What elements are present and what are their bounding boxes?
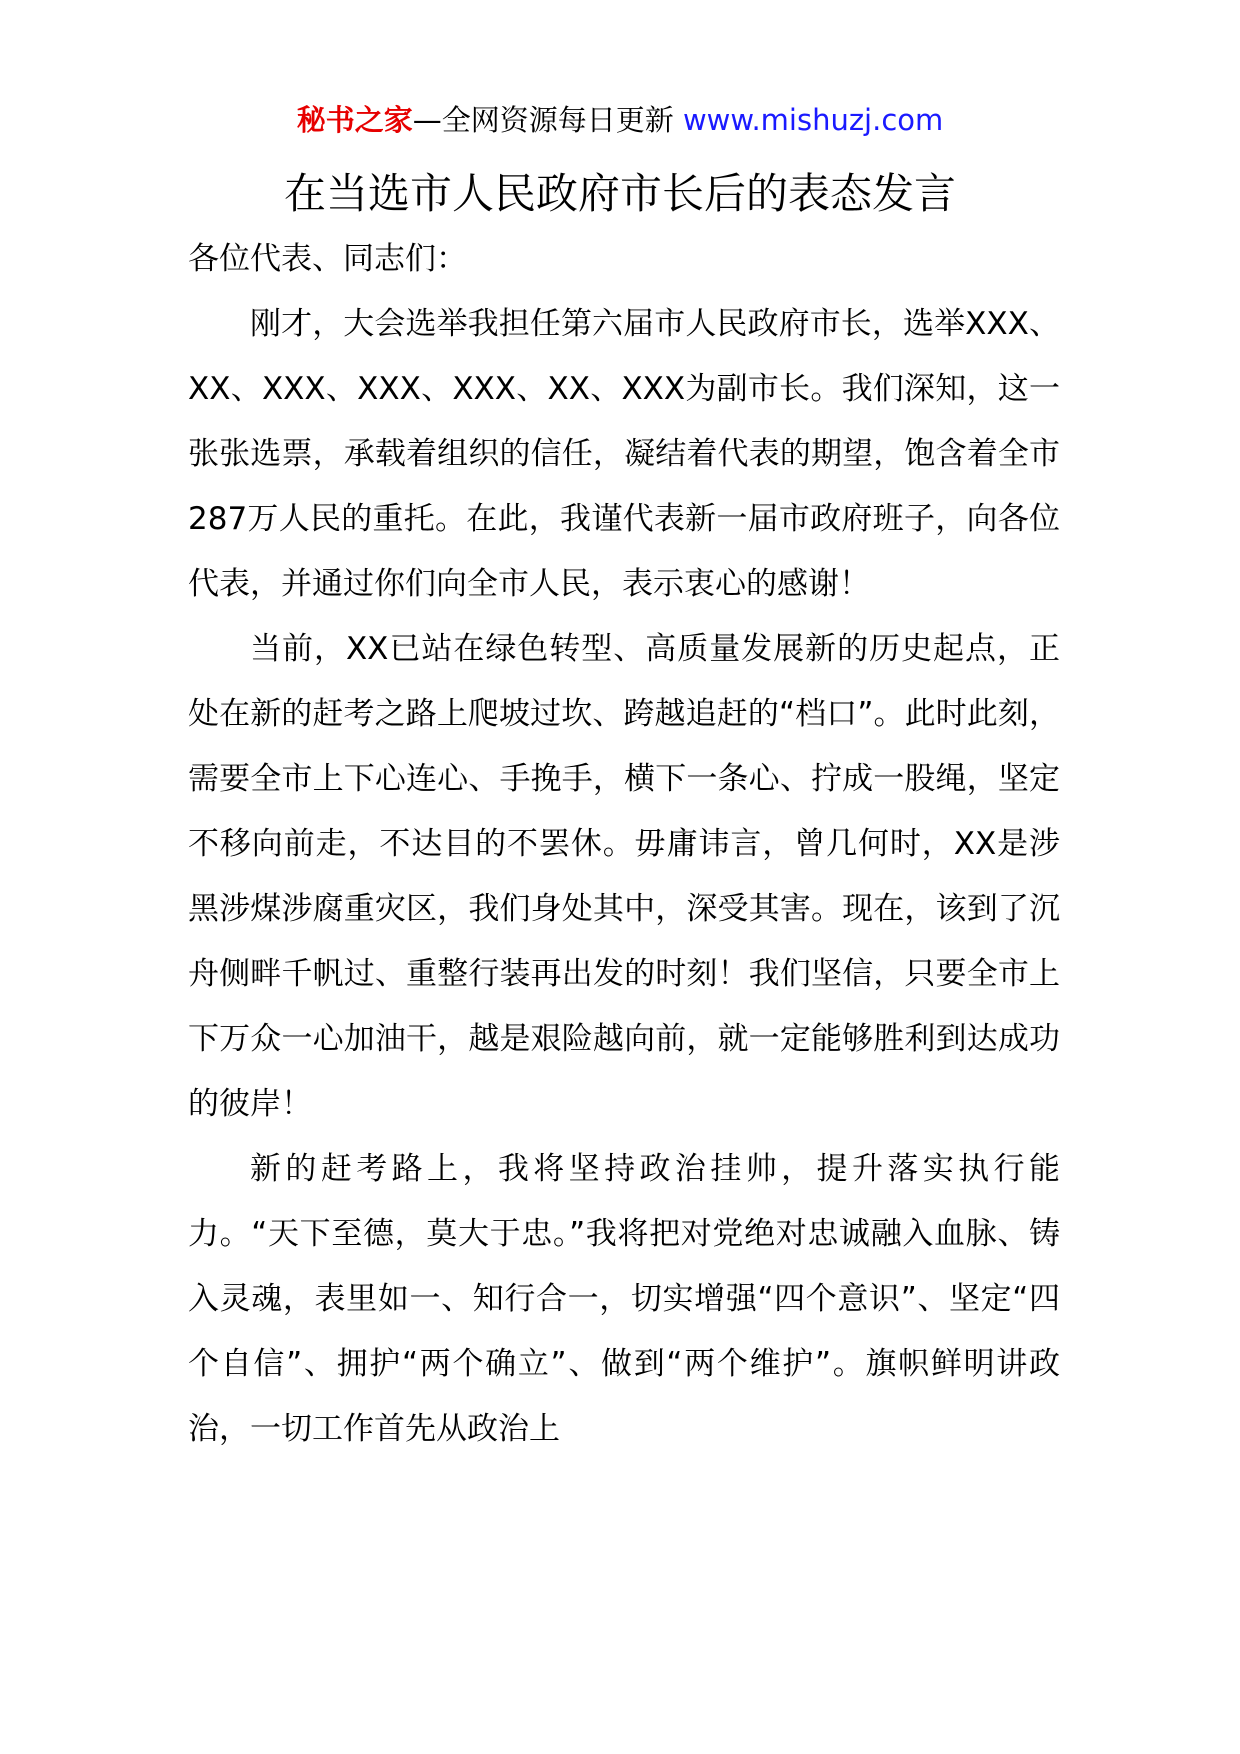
site-brand: 秘书之家	[296, 103, 413, 137]
document-body	[188, 227, 1060, 1462]
site-header	[0, 100, 1240, 140]
site-tagline: —全网资源每日更新	[412, 103, 683, 137]
document-title: 在当选市人民政府市长后的表态发言	[283, 169, 956, 218]
paragraph-3: 新的赶考路上，我将坚持政治挂帅，提升落实执行能力。“天下至德，莫大于忠。”我将把对党绝对忠诚融入血脉、铸入灵魂，表里如一、知行合一，切实增强“四个意识”、坚定“四个自信”、拥护“两个确立”、做到“两个维护”。旗帜鲜明讲政治，一切工作首先从政治上	[188, 1151, 1060, 1447]
salutation: 各位代表、同志们：	[188, 241, 467, 277]
site-url-link[interactable]: www.mishuzj.com	[682, 103, 944, 137]
paragraph-2: 当前，XX已站在绿色转型、高质量发展新的历史起点，正处在新的赶考之路上爬坡过坎、跨越追赶的“档口”。此时此刻，需要全市上下心连心、手挽手，横下一条心、拧成一股绳，坚定不移向前走，不达目的不罢休。毋庸讳言，曾几何时，XX是涉黑涉煤涉腐重灾区，我们身处其中，深受其害。现在，该到了沉舟侧畔千帆过、重整行装再出发的时刻！我们坚信，只要全市上下万众一心加油干，越是艰险越向前，就一定能够胜利到达成功的彼岸！	[188, 631, 1060, 1122]
paragraph-1: 刚才，大会选举我担任第六届市人民政府市长，选举XXX、XX、XXX、XXX、XXX、XX、XXX为副市长。我们深知，这一张张选票，承载着组织的信任，凝结着代表的期望，饱含着全市287万人民的重托。在此，我谨代表新一届市政府班子，向各位代表，并通过你们向全市人民，表示衷心的感谢！	[188, 306, 1060, 602]
